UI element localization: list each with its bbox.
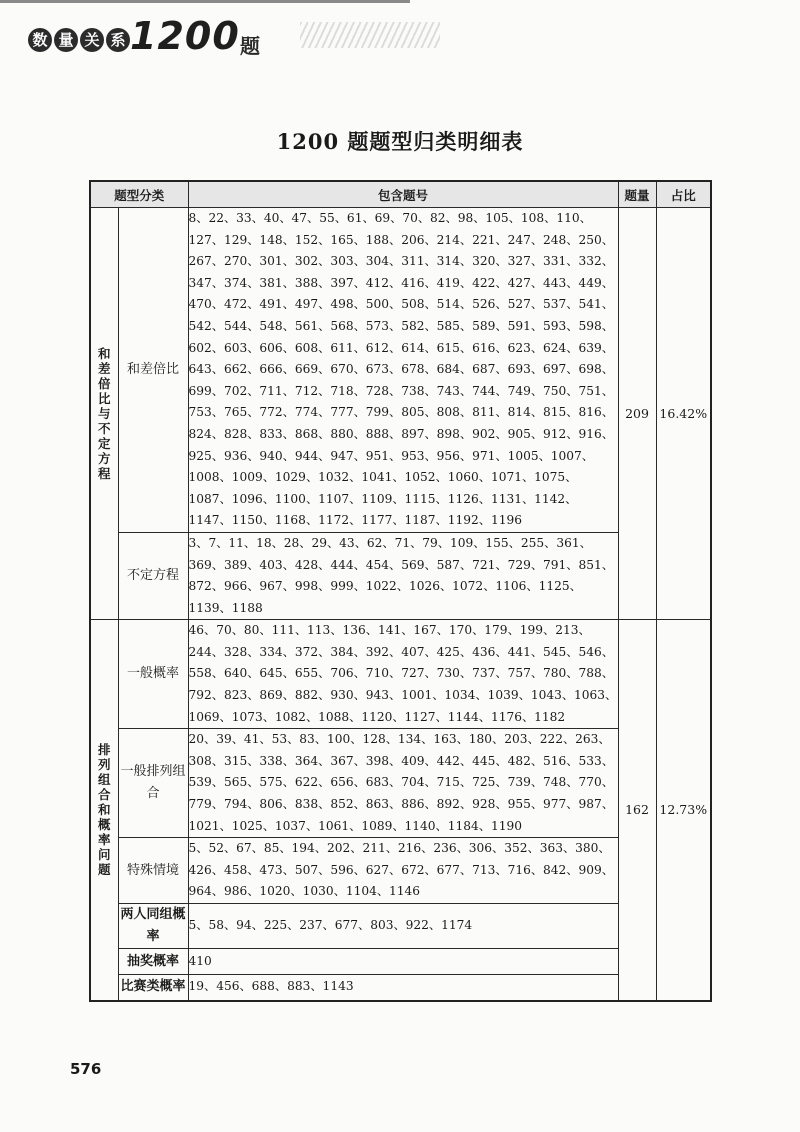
percent-cell: 12.73%: [656, 620, 711, 1001]
classification-table: [89, 180, 712, 1002]
header-stripe-decoration: [300, 22, 440, 48]
subcategory-cell: 抽奖概率: [118, 949, 188, 975]
table-row: [90, 532, 711, 619]
count-cell: 162: [618, 620, 656, 1001]
table-header-row: [90, 181, 711, 208]
question-numbers-cell: 46、70、80、111、113、136、141、167、170、179、199、213、244、328、334、372、384、392、407、425、436、441、545、546、558、640、645、655、706、710、727、730、737、757、780、788、792、823、869、882、930、943、1001、1034、1039、1043、1063、1069、1073、1082、1088、1120、1127、1144、1176、1182: [188, 620, 618, 729]
question-numbers-cell: 410: [188, 949, 618, 975]
subcategory-cell: 特殊情境: [118, 838, 188, 904]
page-number: 576: [70, 1060, 102, 1078]
header-badges: [28, 28, 130, 52]
header-book-suffix: 题: [240, 34, 260, 58]
table-row: [90, 208, 711, 533]
percent-cell: 16.42%: [656, 208, 711, 620]
category-cell: [90, 620, 118, 1001]
column-header-count: 题量: [618, 181, 656, 208]
category-label: 和差倍比与不定方程: [97, 346, 111, 482]
count-cell: 209: [618, 208, 656, 620]
subcategory-cell: 一般排列组合: [118, 729, 188, 838]
table-row: [90, 975, 711, 1001]
header-badge: 关: [80, 28, 104, 52]
question-numbers-cell: 8、22、33、40、47、55、61、69、70、82、98、105、108、110、127、129、148、152、165、188、206、214、221、247、248、250、267、270、301、302、303、304、311、314、320、327、331、332、347、374、381、388、397、412、416、419、422、427、443、449、470、472、491、497、498、500、508、514、526、527、537、541、542、544、548、561、568、573、582、585、589、591、593、598、602、603、606、608、611、612、614、615、616、623、624、639、643、662、666、669、670、673、678、684、687、693、697、698、699、702、711、712、718、728、738、743、744、749、750、751、753、765、772、774、777、799、805、808、811、814、815、816、824、828、833、868、880、888、897、898、902、905、912、916、925、936、940、944、947、951、953、956、971、1005、1007、1008、1009、1029、1032、1041、1052、1060、1071、1075、1087、1096、1100、1107、1109、1115、1126、1131、1142、1147、1150、1168、1172、1177、1187、1192、1196: [188, 208, 618, 533]
header-book-number: 1200: [130, 14, 240, 58]
question-numbers-cell: 19、456、688、883、1143: [188, 975, 618, 1001]
question-numbers-cell: 20、39、41、53、83、100、128、134、163、180、203、222、263、308、315、338、364、367、398、409、442、445、482、516、533、539、565、575、622、656、683、704、715、725、739、748、770、779、794、806、838、852、863、886、892、928、955、977、987、1021、1025、1037、1061、1089、1140、1184、1190: [188, 729, 618, 838]
header-rule: [0, 0, 410, 3]
subcategory-cell: 比赛类概率: [118, 975, 188, 1001]
page-title: 1200 题题型归类明细表: [276, 129, 524, 154]
question-numbers-cell: 5、52、67、85、194、202、211、216、236、306、352、363、380、426、458、473、507、596、627、672、677、713、716、842、909、964、986、1020、1030、1104、1146: [188, 838, 618, 904]
subcategory-cell: 两人同组概率: [118, 904, 188, 949]
category-label: 排列组合和概率问题: [97, 742, 111, 878]
header-badge: 数: [28, 28, 52, 52]
table-row: [90, 949, 711, 975]
category-cell: [90, 208, 118, 620]
table-row: [90, 838, 711, 904]
question-numbers-cell: 5、58、94、225、237、677、803、922、1174: [188, 904, 618, 949]
column-header-numbers: 包含题号: [188, 181, 618, 208]
column-header-percent: 占比: [656, 181, 711, 208]
header-badge: 量: [54, 28, 78, 52]
table-row: [90, 729, 711, 838]
question-numbers-cell: 3、7、11、18、28、29、43、62、71、79、109、155、255、361、369、389、403、428、444、454、569、587、721、729、791、851、872、966、967、998、999、1022、1026、1072、1106、1125、1139、1188: [188, 532, 618, 619]
subcategory-cell: 一般概率: [118, 620, 188, 729]
subcategory-cell: 和差倍比: [118, 208, 188, 533]
subcategory-cell: 不定方程: [118, 532, 188, 619]
table-row: [90, 620, 711, 729]
header-badge: 系: [106, 28, 130, 52]
table-row: [90, 904, 711, 949]
column-header-category: 题型分类: [90, 181, 188, 208]
